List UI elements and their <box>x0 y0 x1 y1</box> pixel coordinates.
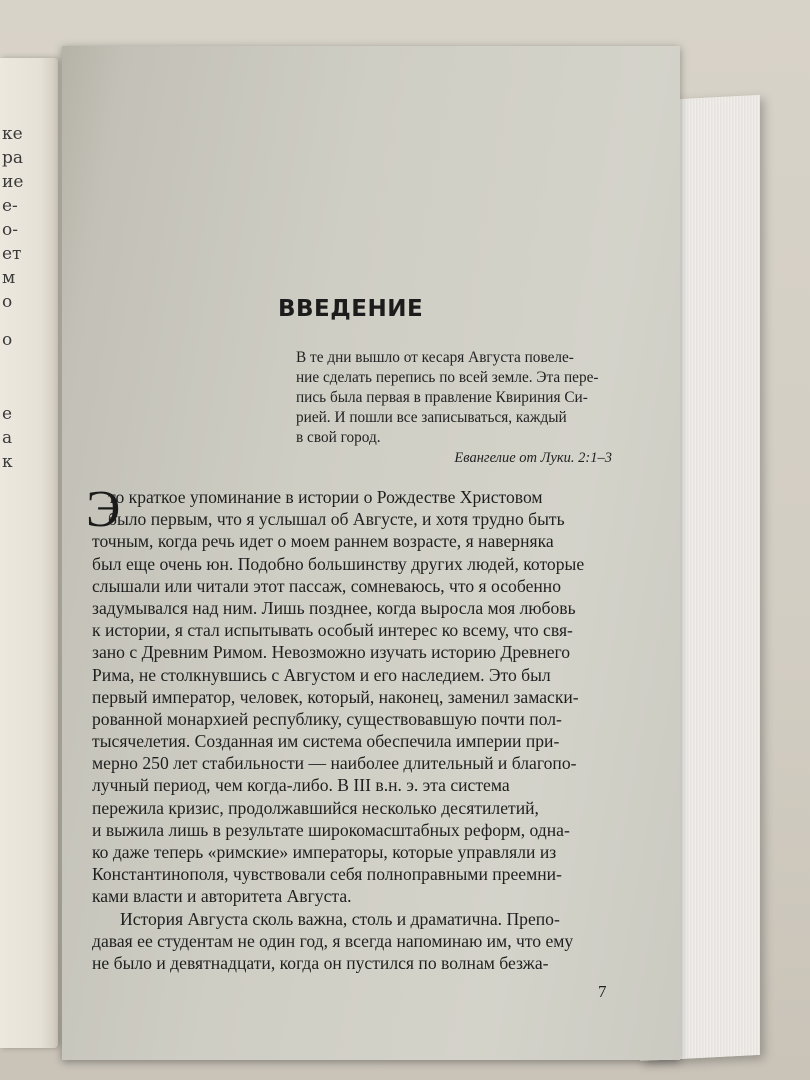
left-page-fragment: а <box>2 428 13 448</box>
text-line: точным, когда речь идет о моем раннем возрасте, я наверняка <box>92 531 554 552</box>
epigraph-line: рией. И пошли все записываться, каждый <box>296 409 567 426</box>
text-line: Константинополя, чувствовали себя полноправными преемни- <box>92 864 562 885</box>
left-page-fragment: о <box>2 292 13 312</box>
text-line: к истории, я стал испытывать особый интерес ко всему, что свя- <box>92 620 573 641</box>
epigraph-line: пись была первая в правление Квириния Си- <box>296 389 588 406</box>
text-line: то краткое упоминание в истории о Рождестве Христовом <box>108 487 543 507</box>
epigraph <box>296 348 608 448</box>
text-line: было первым, что я услышал об Августе, и хотя трудно быть <box>108 509 565 530</box>
text-line: задумывался над ним. Лишь позднее, когда выросла моя любовь <box>92 597 576 618</box>
text-line: первый император, человек, который, наконец, заменил замаски- <box>92 686 579 707</box>
text-line: пережила кризис, продолжавшийся несколько десятилетий, <box>92 797 539 818</box>
left-page <box>0 58 58 1048</box>
text-line: и выжила лишь в результате широкомасштабных реформ, одна- <box>92 819 570 840</box>
left-page-fragment: ие <box>2 172 24 192</box>
text-line: ками власти и авторитета Августа. <box>92 886 352 907</box>
text-line: был еще очень юн. Подобно большинству других людей, которые <box>92 553 585 574</box>
text-line: Рима, не столкнувшись с Августом и его наследием. Это был <box>92 664 551 685</box>
drop-cap: Э <box>86 481 121 538</box>
text-line: ко даже теперь «римские» императоры, которые управляли из <box>92 842 557 862</box>
left-page-fragment: о- <box>2 220 18 240</box>
text-line: рованной монархией республику, существовавшую почти пол- <box>92 708 562 729</box>
left-page-fragment: о <box>2 330 13 350</box>
text-line: не было и девятнадцати, когда он пустился по волнам безжа- <box>92 952 549 973</box>
page-number: 7 <box>598 982 607 1001</box>
text-line: давая ее студентам не один год, я всегда напоминаю им, что ему <box>92 930 574 951</box>
chapter-title: ВВЕДЕНИЕ <box>278 296 424 322</box>
left-page-fragment: ет <box>2 244 22 264</box>
epigraph-line: В те дни вышло от кесаря Августа повеле- <box>296 349 574 366</box>
left-page-fragment: е- <box>2 196 18 216</box>
left-page-fragment: м <box>2 268 16 288</box>
epigraph-line: в свой город. <box>296 429 381 446</box>
text-line: История Августа сколь важна, столь и драматична. Препо- <box>120 908 560 929</box>
epigraph-source: Евангелие от Луки. 2:1–3 <box>454 450 612 466</box>
body-text <box>92 486 612 974</box>
text-line: зано с Древним Римом. Невозможно изучать историю Древнего <box>92 642 571 663</box>
text-line: слышали или читали этот пассаж, сомневаюсь, что я особенно <box>92 575 562 596</box>
left-page-fragment: е <box>2 404 13 424</box>
left-page-fragment: ра <box>2 148 24 168</box>
text-line: мерно 250 лет стабильности — наиболее длительный и благопо- <box>92 753 577 774</box>
text-line: лучный период, чем когда-либо. В III в.н. э. эта система <box>92 775 510 796</box>
left-page-fragment: ке <box>2 124 23 144</box>
epigraph-line: ние сделать перепись по всей земле. Эта пере- <box>296 369 599 386</box>
left-page-fragment: к <box>2 452 13 472</box>
text-line: тысячелетия. Созданная им система обеспечила империи при- <box>92 731 560 752</box>
